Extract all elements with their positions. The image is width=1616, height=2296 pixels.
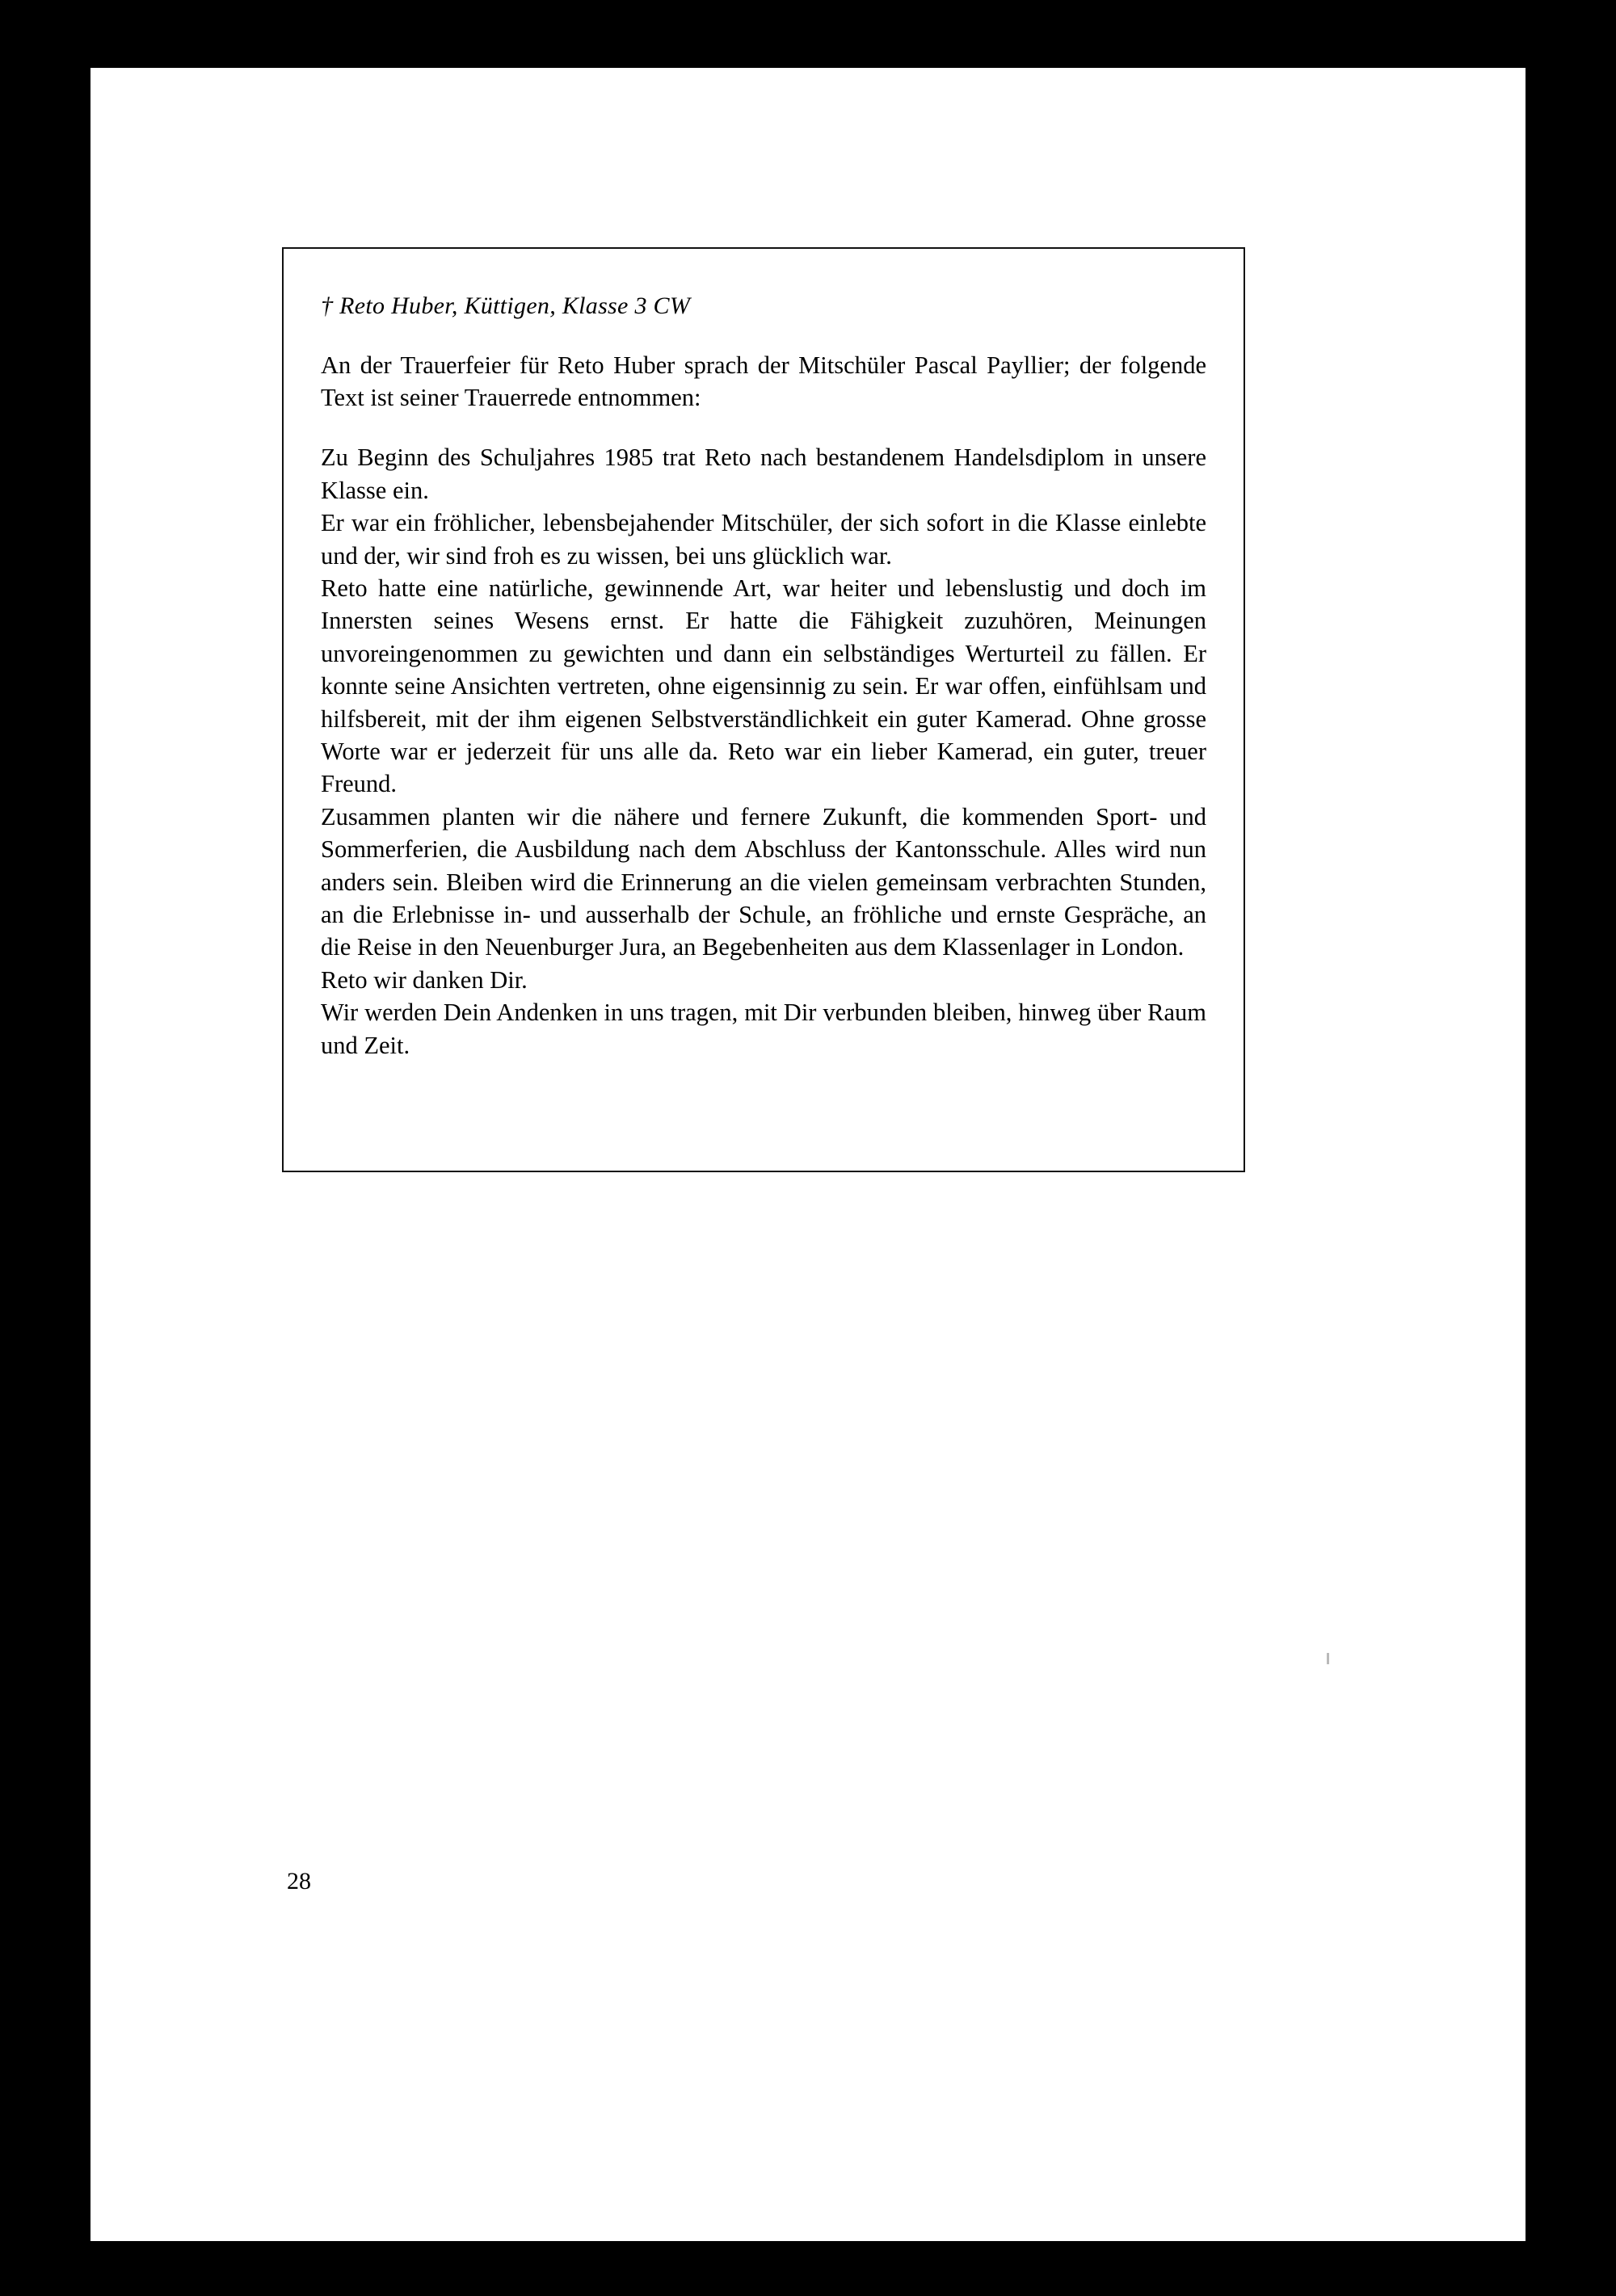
memorial-paragraph-2: Er war ein fröhlicher, lebensbejahender Mitschüler, der sich sofort in die Klasse einlebte und der, wir sind froh es zu wissen, bei uns glücklich war. (321, 509, 1206, 570)
memorial-paragraph-intro: An der Trauerfeier für Reto Huber sprach der Mitschüler Pascal Payllier; der folgende Text ist seiner Trauerrede entnommen: (321, 351, 1206, 411)
page-sheet (90, 68, 1526, 2241)
memorial-paragraph-1: Zu Beginn des Schuljahres 1985 trat Reto nach bestandenem Handelsdiplom in unsere Klasse ein. (321, 444, 1206, 504)
memorial-paragraph-5: Reto wir danken Dir. (321, 965, 528, 994)
page-number: 28 (287, 1868, 311, 1894)
scan-artifact-speck (1327, 1653, 1329, 1664)
deceased-heading: † Reto Huber, Küttigen, Klasse 3 CW (321, 292, 691, 319)
memorial-notice-box (282, 247, 1245, 1172)
memorial-paragraph-6: Wir werden Dein Andenken in uns tragen, mit Dir verbunden bleiben, hinweg über Raum und Zeit. (321, 999, 1206, 1059)
memorial-paragraph-3: Reto hatte eine natürliche, gewinnende Art, war heiter und lebenslustig und doch im Innersten seines Wesens ernst. Er hatte die Fähigkeit zuzuhören, Meinungen unvoreingenommen zu gewichten und dann ein selbständiges Werturteil zu fällen. Er konnte seine Ansichten vertreten, ohne eigensinnig zu sein. Er war offen, einfühlsam und hilfsbereit, mit der ihm eigenen Selbstverständlichkeit ein guter Kamerad. Ohne grosse Worte war er jederzeit für uns alle da. Reto war ein lieber Kamerad, ein guter, treuer Freund. (321, 574, 1206, 798)
memorial-paragraph-4: Zusammen planten wir die nähere und fernere Zukunft, die kommenden Sport- und Sommerferien, die Ausbildung nach dem Abschluss der Kantonsschule. Alles wird nun anders sein. Bleiben wird die Erinnerung an die vielen gemeinsam verbrachten Stunden, an die Erlebnisse in- und ausserhalb der Schule, an fröhliche und ernste Gespräche, an die Reise in den Neuenburger Jura, an Begebenheiten aus dem Klassenlager in London. (321, 802, 1206, 961)
